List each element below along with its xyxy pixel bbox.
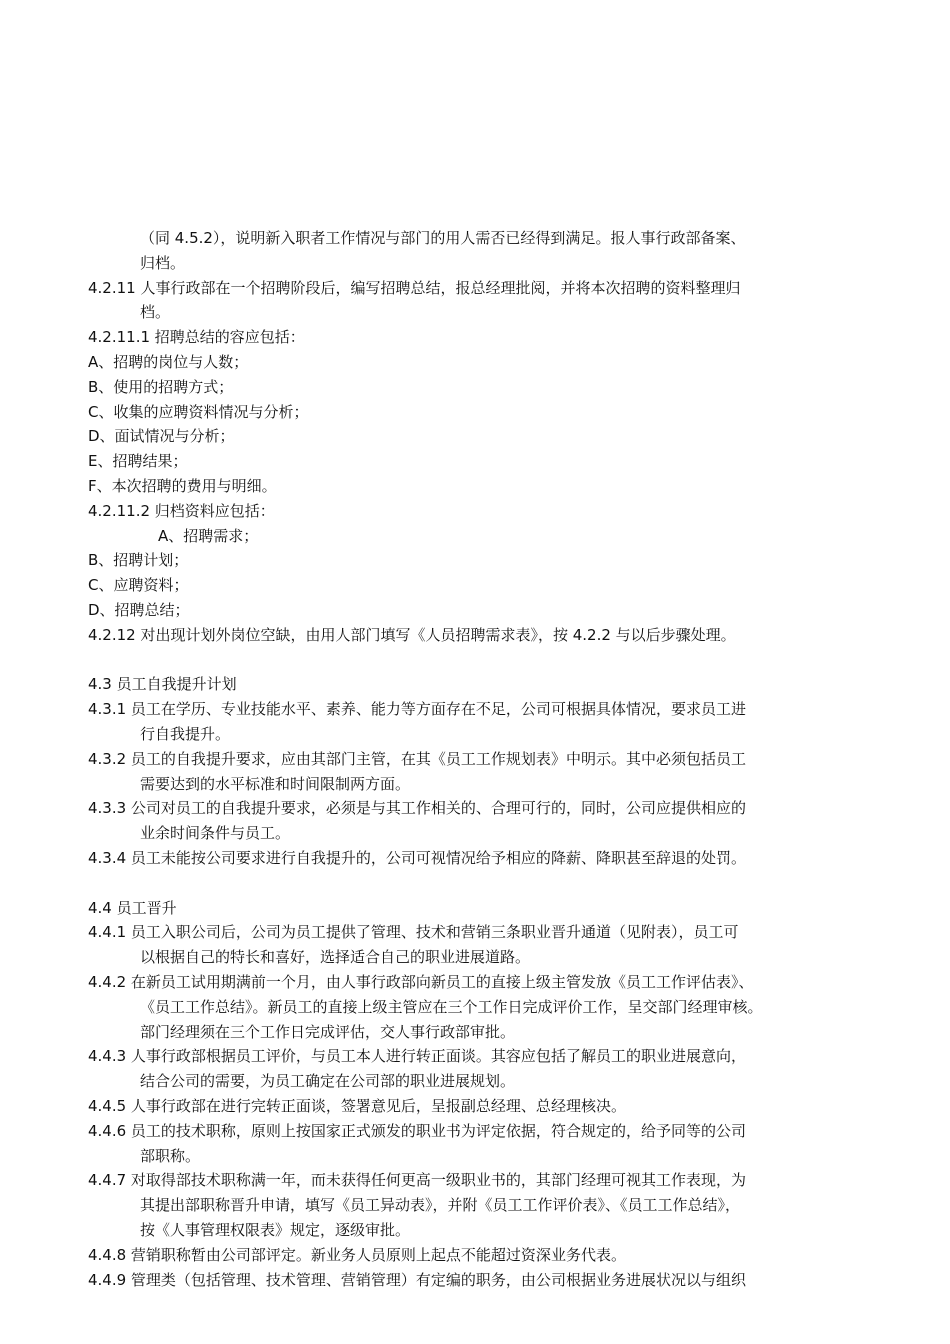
text-line: 4.3.3 公司对员工的自我提升要求，必须是与其工作相关的、合理可行的，同时，公司应提供相应的 (88, 799, 746, 817)
text-line: 4.2.11.2 归档资料应包括： (88, 502, 275, 520)
text-line: 4.4.8 营销职称暂由公司部评定。新业务人员原则上起点不能超过资深业务代表。 (88, 1246, 626, 1264)
text-line: 4.4.1 员工入职公司后，公司为员工提供了管理、技术和营销三条职业晋升通道（见附表），员工可 (88, 923, 739, 941)
text-line: 按《人事管理权限表》规定，逐级审批。 (140, 1221, 411, 1239)
text-line: A、招聘的岗位与人数； (88, 353, 249, 371)
text-line: 其提出部职称晋升申请，填写《员工异动表》，并附《员工工作评价表》、《员工工作总结》， (140, 1196, 741, 1214)
text-line: B、招聘计划； (88, 551, 189, 569)
text-line: 4.3.1 员工在学历、专业技能水平、素养、能力等方面存在不足，公司可根据具体情况，要求员工进 (88, 700, 746, 718)
text-line: 需要达到的水平标准和时间限制两方面。 (140, 775, 411, 793)
blank-line (88, 871, 888, 896)
text-line: 4.4.7 对取得部技术职称满一年，而未获得任何更高一级职业书的，其部门经理可视其工作表现，为 (88, 1171, 746, 1189)
text-line: 4.4.5 人事行政部在进行完转正面谈，签署意见后，呈报副总经理、总经理核决。 (88, 1097, 626, 1115)
text-line: 4.4.3 人事行政部根据员工评价，与员工本人进行转正面谈。其容应包括了解员工的职业进展意向， (88, 1047, 746, 1065)
text-line: A、招聘需求； (158, 527, 259, 545)
text-line: 4.4.9 管理类（包括管理、技术管理、营销管理）有定编的职务，由公司根据业务进展状况以与组织 (88, 1271, 746, 1289)
text-line: 归档。 (140, 254, 186, 272)
text-line: 4.2.11.1 招聘总结的容应包括： (88, 328, 305, 346)
text-line: D、招聘总结； (88, 601, 190, 619)
text-line: 4.4.6 员工的技术职称，原则上按国家正式颁发的职业书为评定依据，符合规定的，给予同等的公司 (88, 1122, 746, 1140)
text-line: 4.3 员工自我提升计划 (88, 675, 237, 693)
text-line: 行自我提升。 (140, 725, 231, 743)
text-line: 档。 (140, 303, 171, 321)
text-line: 4.4 员工晋升 (88, 899, 177, 917)
text-line: 4.3.4 员工未能按公司要求进行自我提升的，公司可视情况给予相应的降薪、降职甚至辞退的处罚。 (88, 849, 746, 867)
text-line: 业余时间条件与员工。 (140, 824, 291, 842)
text-line: 部门经理须在三个工作日完成评估，交人事行政部审批。 (140, 1023, 516, 1041)
text-line: 部职称。 (140, 1147, 201, 1165)
text-line: 《员工工作总结》。新员工的直接上级主管应在三个工作日完成评价工作，呈交部门经理审核。 (140, 998, 763, 1016)
text-line: 4.2.12 对出现计划外岗位空缺，由用人部门填写《人员招聘需求表》，按 4.2.2 与以后步骤处理。 (88, 626, 736, 644)
text-line: 4.4.2 在新员工试用期满前一个月，由人事行政部向新员工的直接上级主管发放《员工工作评估表》、 (88, 973, 754, 991)
text-line: F、本次招聘的费用与明细。 (88, 477, 277, 495)
text-line: 以根据自己的特长和喜好，选择适合自己的职业进展道路。 (140, 948, 531, 966)
text-line: （同 4.5.2），说明新入职者工作情况与部门的用人需否已经得到满足。报人事行政部备案、 (140, 229, 746, 247)
text-line: B、使用的招聘方式； (88, 378, 234, 396)
text-line: E、招聘结果； (88, 452, 188, 470)
text-line: C、应聘资料； (88, 576, 189, 594)
text-line: 4.3.2 员工的自我提升要求，应由其部门主管，在其《员工工作规划表》中明示。其中必须包括员工 (88, 750, 746, 768)
text-line: C、收集的应聘资料情况与分析； (88, 403, 309, 421)
text-line: 结合公司的需要，为员工确定在公司部的职业进展规划。 (140, 1072, 516, 1090)
blank-line (88, 648, 888, 673)
text-line: D、面试情况与分析； (88, 427, 235, 445)
text-line: 4.2.11 人事行政部在一个招聘阶段后，编写招聘总结，报总经理批阅，并将本次招聘的资料整理归 (88, 279, 741, 297)
